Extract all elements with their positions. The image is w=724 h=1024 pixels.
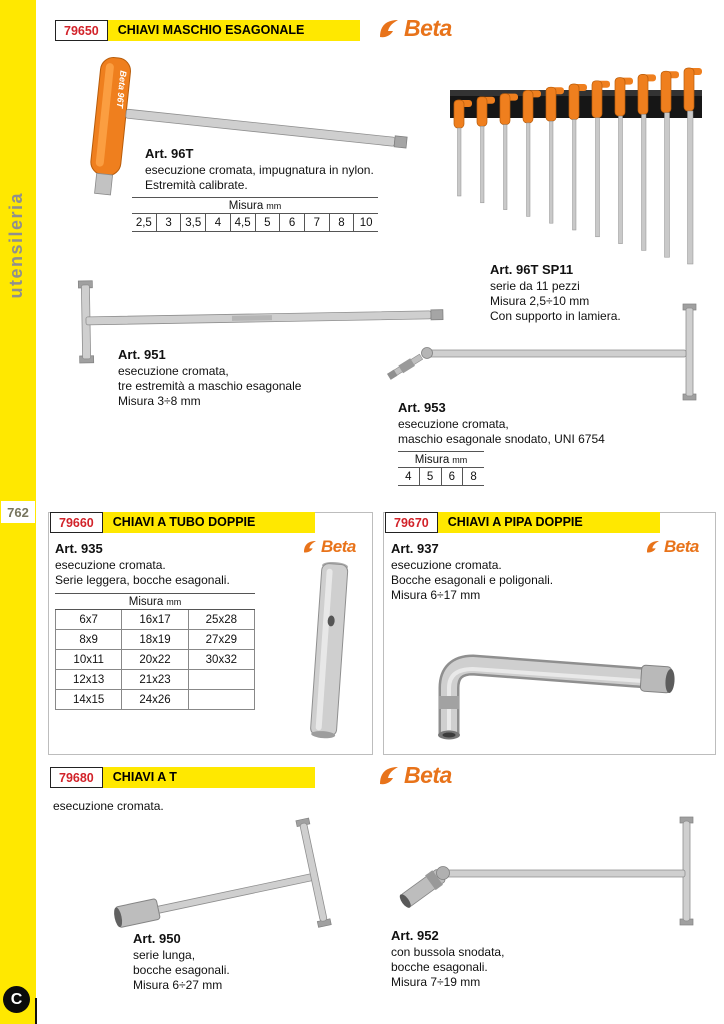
section-title: CHIAVI MASCHIO ESAGONALE <box>108 20 360 41</box>
art-number: Art. 937 <box>391 541 439 556</box>
beta-logo <box>645 537 699 557</box>
art-951-text <box>118 347 378 409</box>
art-desc-line: esecuzione cromata, <box>118 364 229 378</box>
beta-logo-text: Beta <box>664 537 699 556</box>
art-desc-line: bocche esagonali. <box>133 963 230 977</box>
section-header-79660 <box>50 512 315 533</box>
art-937-photo <box>407 634 699 750</box>
size-table-title: Misura mm <box>132 197 378 214</box>
art-952-text <box>391 928 621 990</box>
art-desc-line: tre estremità a maschio esagonale <box>118 379 302 393</box>
art-desc-line: maschio esagonale snodato, UNI 6754 <box>398 432 605 446</box>
art-desc-line: con bussola snodata, <box>391 945 505 959</box>
art-953-text <box>398 400 678 447</box>
section-header-79670 <box>385 512 660 533</box>
section-header-79680 <box>50 767 315 788</box>
art-desc-line: Misura 6÷17 mm <box>391 588 481 602</box>
art-desc-line: Estremità calibrate. <box>145 178 248 192</box>
section-code: 79650 <box>55 20 108 41</box>
size-table-title: Misura mm <box>55 593 255 610</box>
section-title: CHIAVI A TUBO DOPPIE <box>103 512 315 533</box>
art-desc-line: Con supporto in lamiera. <box>490 309 621 323</box>
art-953-photo <box>380 300 720 408</box>
beta-logo-icon <box>377 17 401 41</box>
section-code: 79680 <box>50 767 103 788</box>
art-952-photo <box>383 806 718 936</box>
beta-logo-text: Beta <box>321 537 356 556</box>
art-desc-line: Misura 2,5÷10 mm <box>490 294 590 308</box>
art-935-photo <box>294 557 368 747</box>
art-96t-text <box>145 146 395 193</box>
section-intro: esecuzione cromata. <box>53 799 164 813</box>
corner-tick <box>35 998 37 1024</box>
art-number: Art. 96T SP11 <box>490 262 574 277</box>
art-desc-line: bocche esagonali. <box>391 960 488 974</box>
section-header-79650 <box>55 20 360 41</box>
art-number: Art. 951 <box>118 347 166 362</box>
beta-logo <box>302 537 356 557</box>
beta-logo-icon <box>302 539 318 555</box>
category-label: utensileria <box>6 192 26 299</box>
section-title: CHIAVI A T <box>103 767 315 788</box>
page-number: 762 <box>1 501 35 523</box>
art-desc-line: esecuzione cromata, impugnatura in nylon. <box>145 163 374 177</box>
beta-logo <box>377 762 452 789</box>
art-desc-line: esecuzione cromata, <box>398 417 509 431</box>
art-number: Art. 950 <box>133 931 181 946</box>
section-code: 79670 <box>385 512 438 533</box>
art-number: Art. 952 <box>391 928 439 943</box>
beta-logo <box>377 15 452 42</box>
art-number: Art. 96T <box>145 146 194 161</box>
art-953-size-table <box>398 451 484 486</box>
art-935-text <box>55 541 285 588</box>
size-grid: 6x7 16x17 25x28 8x9 18x19 27x29 10x11 20x22 30x32 12x13 21x23 14x15 24x26 <box>55 610 255 710</box>
publisher-mark: C <box>3 986 30 1013</box>
art-desc-line: serie lunga, <box>133 948 196 962</box>
art-desc-line: Serie leggera, bocche esagonali. <box>55 573 230 587</box>
beta-logo-text: Beta <box>404 15 452 41</box>
svg-text:Beta 96T: Beta 96T <box>114 70 129 109</box>
art-number: Art. 935 <box>55 541 103 556</box>
art-desc-line: serie da 11 pezzi <box>490 279 580 293</box>
art-desc-line: Misura 6÷27 mm <box>133 978 223 992</box>
art-desc-line: esecuzione cromata. <box>55 558 166 572</box>
beta-logo-icon <box>645 539 661 555</box>
category-sidebar <box>0 0 36 1024</box>
art-950-text <box>133 931 353 993</box>
section-code: 79660 <box>50 512 103 533</box>
art-950-photo <box>105 810 365 945</box>
art-96t-size-table <box>132 197 378 232</box>
size-table-title: Misura mm <box>398 451 484 468</box>
art-desc-line: Misura 3÷8 mm <box>118 394 201 408</box>
art-937-text <box>391 541 641 603</box>
beta-logo-text: Beta <box>404 762 452 788</box>
art-935-size-table <box>55 593 255 710</box>
size-table-row: 2,5 3 3,5 4 4,5 5 6 7 8 10 <box>132 214 378 232</box>
art-96t-sp11-photo <box>448 40 714 268</box>
art-desc-line: Bocche esagonali e poligonali. <box>391 573 554 587</box>
size-table-row: 4 5 6 8 <box>398 468 484 486</box>
art-desc-line: esecuzione cromata. <box>391 558 502 572</box>
art-desc-line: Misura 7÷19 mm <box>391 975 481 989</box>
beta-logo-icon <box>377 764 401 788</box>
art-number: Art. 953 <box>398 400 446 415</box>
section-title: CHIAVI A PIPA DOPPIE <box>438 512 660 533</box>
